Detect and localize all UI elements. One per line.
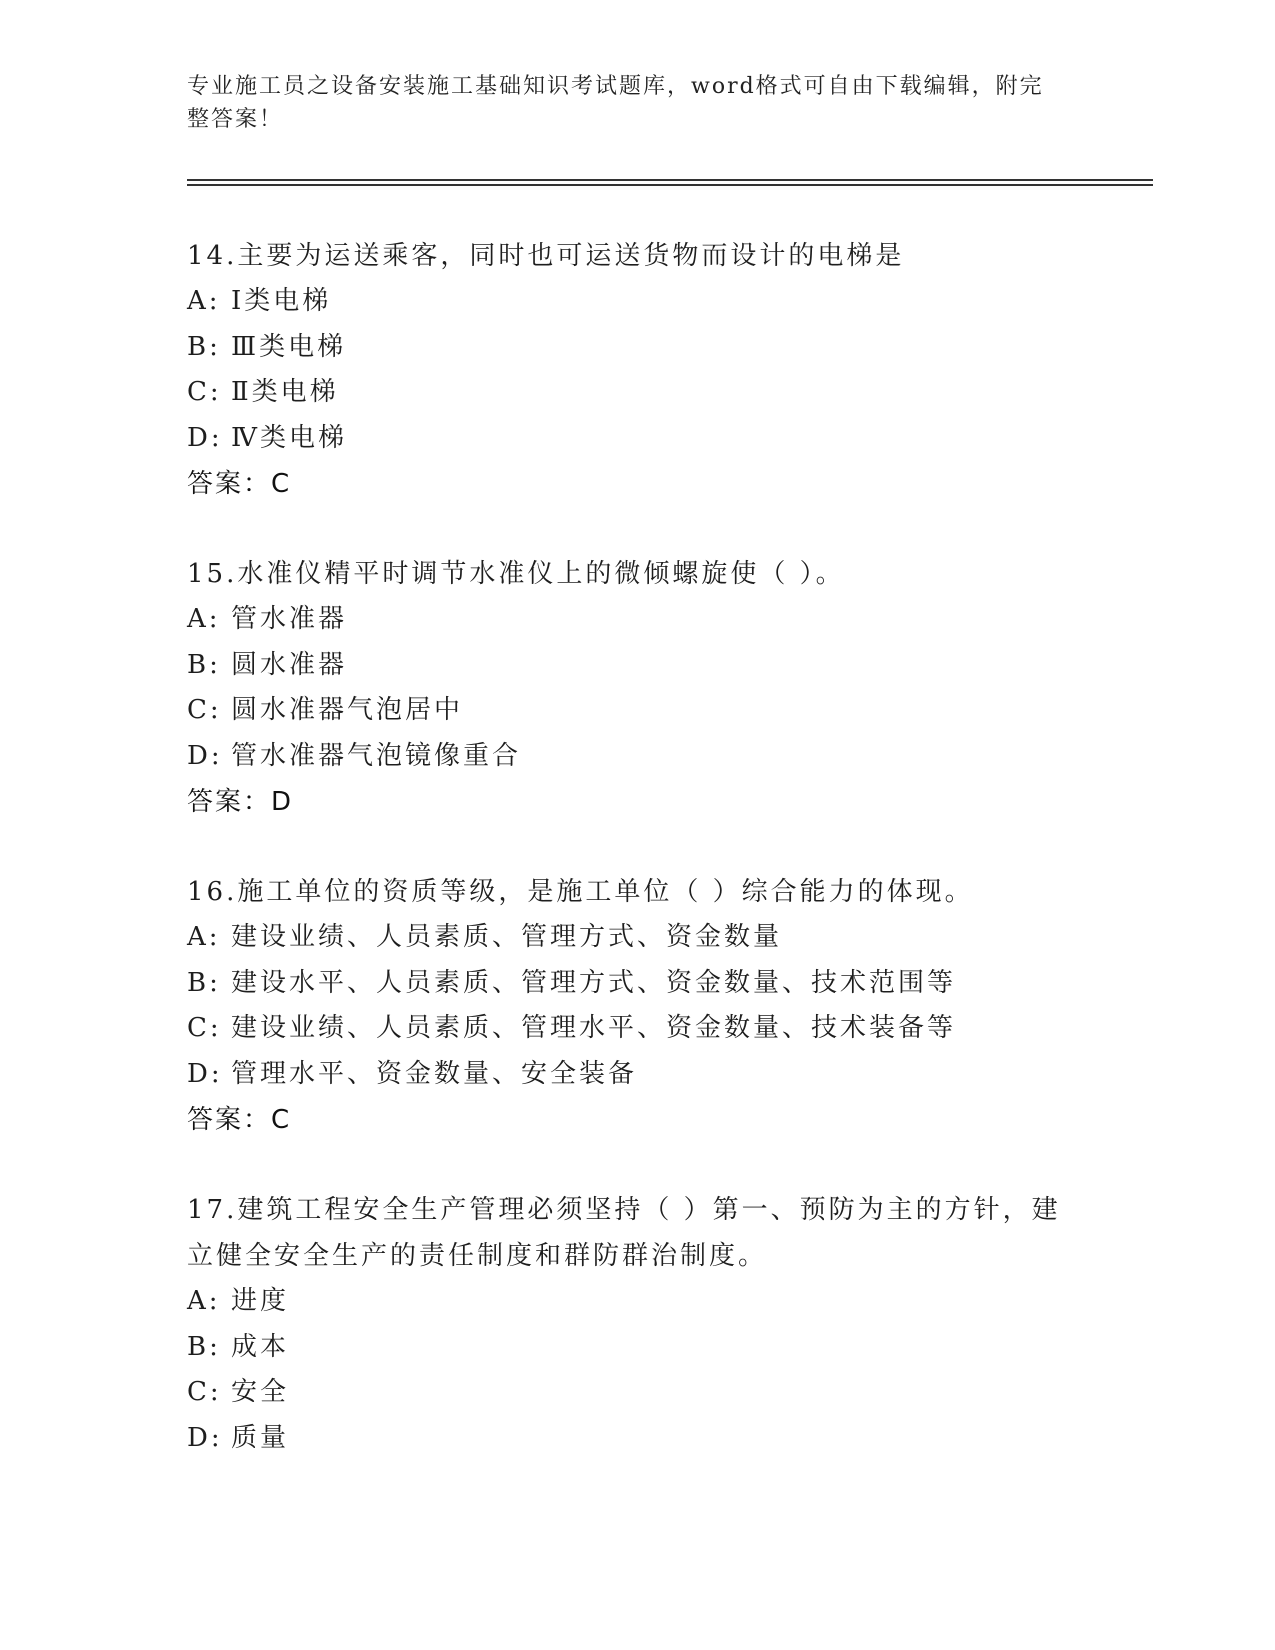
option-d [187,1416,1087,1462]
option-key: D: [187,1422,223,1453]
question-16 [187,869,1087,1143]
option-key: B: [187,1331,221,1362]
option-key: B: [187,649,221,680]
option-text: 管水准器气泡镜像重合 [231,740,522,771]
option-text: 圆水准器气泡居中 [231,695,464,725]
question-text: 14.主要为运送乘客，同时也可运送货物而设计的电梯是 [187,241,905,271]
question-15 [187,551,1087,825]
header-rule-bottom [187,184,1153,186]
option-b [187,1325,1087,1371]
option-text: 管理水平、资金数量、安全装备 [231,1058,638,1089]
answer-line: 答案：D [187,787,294,817]
option-text: 圆水准器 [231,649,348,680]
option-key: A: [187,286,221,316]
option-a [187,597,1087,643]
option-text: Ⅲ类电梯 [231,331,347,362]
option-key: C: [187,1377,222,1407]
option-a [187,279,1087,325]
option-text: 质量 [231,1422,290,1453]
option-text: 进度 [231,1286,290,1316]
option-key: C: [187,1013,222,1043]
option-key: D: [187,740,223,771]
option-key: C: [187,695,222,725]
option-d [187,1052,1087,1098]
option-d [187,416,1087,462]
option-text: 建设水平、人员素质、管理方式、资金数量、技术范围等 [231,967,957,998]
option-key: C: [187,377,222,407]
option-b [187,325,1087,371]
option-key: D: [187,1058,223,1089]
option-c [187,1370,1087,1416]
option-key: A: [187,922,221,952]
option-c [187,688,1087,734]
question-17 [187,1187,1087,1461]
option-d [187,734,1087,780]
header-rule-top [187,179,1153,181]
option-key: A: [187,604,221,634]
option-key: B: [187,331,221,362]
answer-line: 答案：C [187,1105,292,1135]
option-text: 管水准器 [231,604,348,634]
option-a [187,915,1087,961]
option-text: 成本 [231,1331,290,1362]
option-a [187,1279,1087,1325]
question-text: 16.施工单位的资质等级，是施工单位（ ）综合能力的体现。 [187,877,974,907]
option-b [187,961,1087,1007]
answer-line: 答案：C [187,469,292,499]
question-14 [187,233,1087,507]
option-text: 安全 [231,1377,290,1407]
option-text: Ⅳ类电梯 [231,422,347,453]
option-b [187,643,1087,689]
option-key: D: [187,422,223,453]
option-text: 建设业绩、人员素质、管理水平、资金数量、技术装备等 [231,1013,957,1043]
option-key: B: [187,967,221,998]
question-text: 15.水准仪精平时调节水准仪上的微倾螺旋使（ ）。 [187,559,845,589]
option-text: Ⅰ类电梯 [231,286,332,316]
document-header: 专业施工员之设备安装施工基础知识考试题库，word格式可自由下载编辑，附完整答案！ [187,74,1044,132]
question-text: 17.建筑工程安全生产管理必须坚持（ ）第一、预防为主的方针，建立健全安全生产的责任制度和群防群治制度。 [187,1195,1061,1271]
option-c [187,370,1087,416]
option-text: 建设业绩、人员素质、管理方式、资金数量 [231,922,783,952]
option-key: A: [187,1286,221,1316]
option-c [187,1006,1087,1052]
option-text: Ⅱ类电梯 [231,377,339,407]
